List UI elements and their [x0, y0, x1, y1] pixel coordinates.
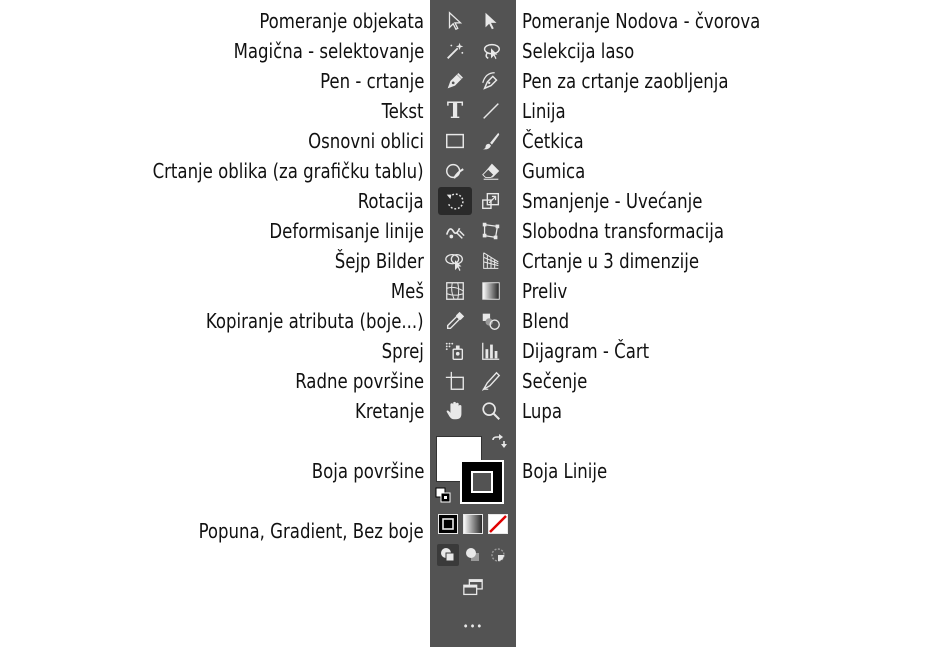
hand-icon [444, 400, 466, 422]
scale-icon [480, 190, 502, 212]
label-rotate-tool: Rotacija [358, 189, 424, 213]
edit-toolbar-button[interactable] [456, 612, 490, 640]
slice-tool[interactable] [474, 367, 508, 395]
label-rectangle-tool: Osnovni oblici [308, 129, 424, 153]
more-dots-icon: ••• [462, 619, 484, 633]
draw-inside-icon [487, 544, 509, 566]
mesh-tool[interactable] [438, 277, 472, 305]
magnifier-icon [480, 400, 502, 422]
label-fill-color: Boja površine [311, 459, 424, 483]
symbol-sprayer-tool[interactable] [438, 337, 472, 365]
label-slice-tool: Sečenje [522, 369, 588, 393]
direct-selection-tool[interactable] [474, 7, 508, 35]
arrow-outline-icon [444, 10, 466, 32]
label-direct-selection-tool: Pomeranje Nodova - čvorova [522, 9, 761, 33]
gradient-mode-button[interactable] [463, 514, 483, 534]
label-symbol-sprayer-tool: Sprej [381, 339, 424, 363]
stroke-swatch-inner [471, 471, 493, 493]
shaper-icon [444, 160, 466, 182]
warp-icon [444, 220, 466, 242]
blend-icon [480, 310, 502, 332]
stroke-color-swatch[interactable] [460, 460, 504, 504]
arrow-filled-icon [480, 10, 502, 32]
shape-builder-icon [444, 250, 466, 272]
label-selection-tool: Pomeranje objekata [259, 9, 424, 33]
magic-wand-icon [444, 40, 466, 62]
label-hand-tool: Kretanje [354, 399, 424, 423]
draw-normal-icon [437, 544, 459, 566]
scale-tool[interactable] [474, 187, 508, 215]
screen-mode-icon [462, 577, 484, 599]
label-lasso-tool: Selekcija laso [522, 39, 635, 63]
curvature-tool[interactable] [474, 67, 508, 95]
line-segment-icon [480, 100, 502, 122]
lasso-icon [480, 40, 502, 62]
gradient-tool[interactable] [474, 277, 508, 305]
warp-tool[interactable] [438, 217, 472, 245]
rotate-icon [444, 190, 466, 212]
label-gradient-tool: Preliv [522, 279, 568, 303]
type-t-icon: T [446, 98, 464, 124]
label-stroke-color: Boja Linije [522, 459, 608, 483]
perspective-grid-tool[interactable] [474, 247, 508, 275]
slice-knife-icon [480, 370, 502, 392]
swap-fill-stroke-button[interactable] [488, 433, 508, 453]
draw-behind-icon [462, 544, 484, 566]
label-blend-tool: Blend [522, 309, 570, 333]
tools-panel [430, 0, 516, 647]
label-eyedropper-tool: Kopiranje atributa (boje...) [206, 309, 424, 333]
label-paintbrush-tool: Četkica [522, 129, 584, 153]
label-magic-wand-tool: Magična - selektovanje [233, 39, 424, 63]
screen-mode-button[interactable] [456, 574, 490, 602]
type-tool[interactable] [438, 97, 472, 125]
pen-tool[interactable] [438, 67, 472, 95]
rectangle-icon [444, 130, 466, 152]
gradient-mode-icon [463, 514, 483, 534]
paintbrush-tool[interactable] [474, 127, 508, 155]
gradient-icon [480, 280, 502, 302]
perspective-grid-icon [480, 250, 502, 272]
label-graph-tool: Dijagram - Čart [522, 339, 650, 363]
label-free-transform-tool: Slobodna transformacija [522, 219, 724, 243]
eraser-icon [480, 160, 502, 182]
label-shape-builder-tool: Šejp Bilder [334, 249, 424, 273]
rotate-tool[interactable] [438, 187, 472, 215]
label-mesh-tool: Meš [390, 279, 424, 303]
artboard-tool[interactable] [438, 367, 472, 395]
curvature-pen-icon [480, 70, 502, 92]
eyedropper-icon [444, 310, 466, 332]
eyedropper-tool[interactable] [438, 307, 472, 335]
lasso-tool[interactable] [474, 37, 508, 65]
label-shaper-tool: Crtanje oblika (za grafičku tablu) [152, 159, 424, 183]
eraser-tool[interactable] [474, 157, 508, 185]
rectangle-tool[interactable] [438, 127, 472, 155]
label-scale-tool: Smanjenje - Uvećanje [522, 189, 703, 213]
label-curvature-tool: Pen za crtanje zaobljenja [522, 69, 729, 93]
label-zoom-tool: Lupa [522, 399, 563, 423]
shaper-tool[interactable] [438, 157, 472, 185]
mesh-icon [444, 280, 466, 302]
magic-wand-tool[interactable] [438, 37, 472, 65]
paintbrush-icon [480, 130, 502, 152]
label-color-modes: Popuna, Gradient, Bez boje [198, 519, 424, 543]
label-perspective-tool: Crtanje u 3 dimenzije [522, 249, 700, 273]
selection-tool[interactable] [438, 7, 472, 35]
draw-behind-button[interactable] [462, 544, 484, 566]
bar-chart-icon [480, 340, 502, 362]
label-warp-tool: Deformisanje linije [269, 219, 424, 243]
color-mode-icon [438, 514, 458, 534]
draw-inside-button[interactable] [487, 544, 509, 566]
color-mode-button[interactable] [438, 514, 458, 534]
pen-nib-icon [444, 70, 466, 92]
no-color-icon [488, 514, 508, 534]
default-colors-button[interactable] [435, 487, 451, 503]
label-pen-tool: Pen - crtanje [319, 69, 424, 93]
blend-tool[interactable] [474, 307, 508, 335]
label-type-tool: Tekst [382, 99, 424, 123]
label-artboard-tool: Radne površine [295, 369, 424, 393]
shape-builder-tool[interactable] [438, 247, 472, 275]
column-graph-tool[interactable] [474, 337, 508, 365]
default-colors-icon [435, 487, 451, 503]
spray-can-icon [444, 340, 466, 362]
zoom-tool[interactable] [474, 397, 508, 425]
artboard-icon [444, 370, 466, 392]
line-segment-tool[interactable] [474, 97, 508, 125]
none-mode-button[interactable] [488, 514, 508, 534]
swap-arrows-icon [488, 433, 508, 453]
label-line-tool: Linija [522, 99, 566, 123]
draw-normal-button[interactable] [437, 544, 459, 566]
free-transform-icon [480, 220, 502, 242]
free-transform-tool[interactable] [474, 217, 508, 245]
hand-tool[interactable] [438, 397, 472, 425]
label-eraser-tool: Gumica [522, 159, 586, 183]
